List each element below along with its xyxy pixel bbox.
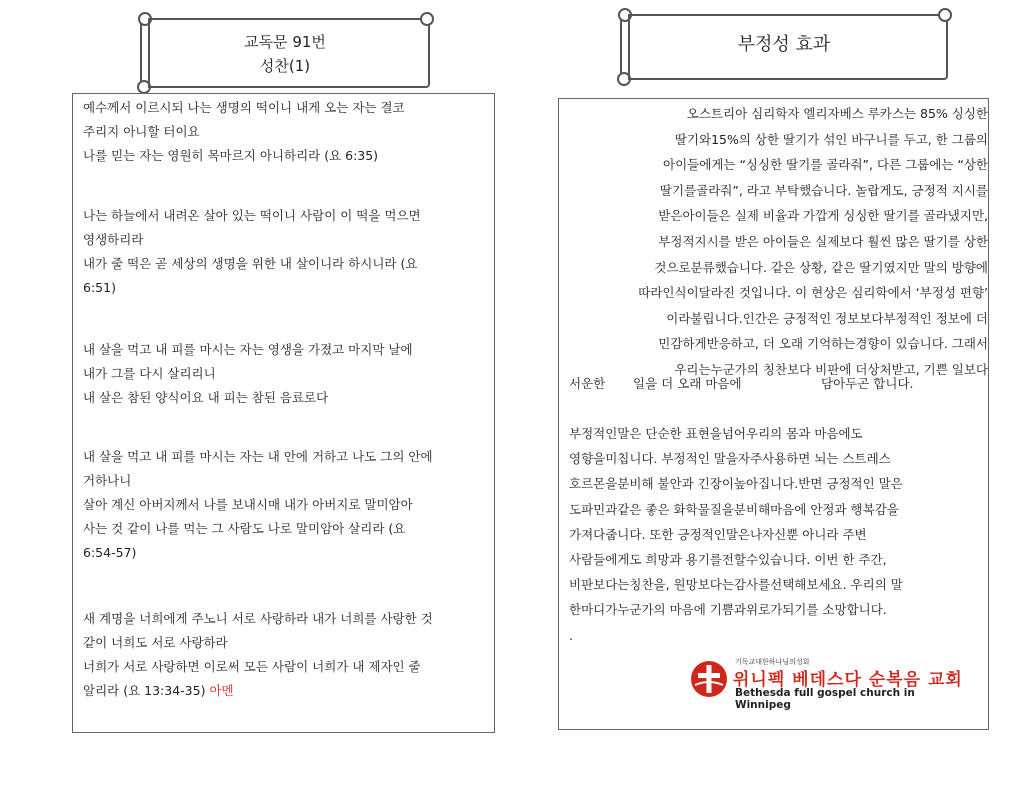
article-panel — [558, 98, 989, 730]
article-line: 가져다줍니다. 또한 긍정적인말은나자신뿐 아니라 주변 — [569, 526, 867, 542]
article-line: 아이들에게는 “싱싱한 딸기를 골라줘”, 다른 그룹에는 “상한 — [663, 157, 988, 173]
verse-text: 알리라 (요 13:34-35) — [83, 683, 206, 698]
article-paragraph-1 — [638, 101, 988, 383]
verse-line: 나를 믿는 자는 영원히 목마르지 아니하리라 (요 6:35) — [83, 148, 379, 163]
article-line: 부정적인말은 단순한 표현을넘어우리의 몸과 마음에도 — [569, 426, 863, 441]
article-line: 영향을미칩니다. 부정적인 말을자주사용하면 뇌는 스트레스 — [569, 451, 891, 467]
article-line: 우리는누군가의 칭찬보다 비판에 더상처받고, 기쁜 일보다 — [674, 361, 988, 377]
article-title: 부정성 효과 — [737, 34, 831, 55]
church-logo — [689, 657, 969, 711]
verse-line: 새 계명을 너희에게 주노니 서로 사랑하라 내가 너희를 사랑한 것 — [83, 611, 433, 626]
article-line: 서운한 일을 더 오래 마음에 담아두곤 합니다. — [569, 376, 914, 391]
reading-number: 교독문 91번 — [244, 33, 326, 51]
right-title-banner — [620, 14, 948, 80]
verse-line: 같이 너희도 서로 사랑하라 — [83, 635, 228, 650]
article-line: 호르몬을분비해 불안과 긴장이높아집니다.반면 긍정적인 말은 — [569, 476, 903, 492]
verse-line: 너희가 서로 사랑하면 이로써 모든 사람이 너희가 내 제자인 줄 — [83, 659, 421, 674]
article-line: 따라인식이달라진 것입니다. 이 현상은 심리학에서 ‘부정성 편향’ — [638, 285, 988, 301]
verse-line: 사는 것 같이 나를 먹는 그 사람도 나로 말미암아 살리라 (요 — [83, 521, 406, 536]
verse-line: 내 살을 먹고 내 피를 마시는 자는 영생을 가졌고 마지막 날에 — [83, 342, 413, 357]
verse-line: 내가 줄 떡은 곧 세상의 생명을 위한 내 살이니라 하시니라 (요 — [83, 256, 418, 271]
article-line: 것으로분류했습니다. 같은 상황, 같은 딸기였지만 말의 방향에 — [654, 259, 988, 275]
amen-text: 아멘 — [209, 683, 234, 698]
scroll-curl — [938, 8, 952, 22]
verse-line: 6:54-57) — [83, 545, 137, 560]
article-line: 이라불립니다.인간은 긍정적인 정보보다부정적인 정보에 더 — [666, 310, 988, 326]
scroll-roll — [148, 18, 150, 88]
verse-line: 내 살을 먹고 내 피를 마시는 자는 내 안에 거하고 나도 그의 안에 — [83, 449, 433, 464]
article-line: 딸기를골라줘”, 라고 부탁했습니다. 놀랍게도, 긍정적 지시를 — [659, 182, 988, 198]
verse-line: 6:51) — [83, 280, 116, 295]
left-title-banner — [140, 18, 430, 88]
verse-group — [83, 445, 483, 565]
verse-group — [83, 96, 483, 168]
article-paragraph-2 — [569, 421, 903, 648]
verse-line: 살아 계신 아버지께서 나를 보내시매 내가 아버지로 말미암아 — [83, 497, 413, 512]
verse-line: 나는 하늘에서 내려온 살아 있는 떡이니 사람이 이 떡을 먹으면 — [83, 208, 421, 223]
scroll-curl — [420, 12, 434, 26]
reading-panel — [72, 93, 495, 733]
verse-group — [83, 607, 483, 703]
verse-group — [83, 204, 483, 300]
verse-line: 영생하리라 — [83, 232, 144, 247]
article-line: 한마디가누군가의 마음에 기쁨과위로가되기를 소망합니다. — [569, 602, 887, 618]
article-line: 딸기와15%의 상한 딸기가 섞인 바구니를 두고, 한 그룹의 — [674, 131, 988, 147]
article-line: 받은아이들은 실제 비율과 가깝게 싱싱한 딸기를 골라냈지만, — [658, 208, 988, 224]
article-line: 민감하게반응하고, 더 오래 기억하는경향이 있습니다. 그래서 — [658, 336, 988, 352]
article-line: 도파민과같은 좋은 화학물질을분비해마음에 안정과 행복감을 — [569, 501, 899, 517]
verse-line: 내 살은 참된 양식이요 내 피는 참된 음료로다 — [83, 390, 329, 405]
verse-line — [83, 679, 483, 703]
article-line: 오스트리아 심리학자 엘리자베스 루카스는 85% 싱싱한 — [686, 106, 988, 121]
reading-title: 성찬(1) — [259, 57, 311, 75]
article-line: 비판보다는칭찬을, 원망보다는감사를선택해보세요. 우리의 말 — [569, 577, 903, 593]
article-line: . — [569, 627, 573, 643]
article-line: 부정적지시를 받은 아이들은 실제보다 훨씬 많은 딸기를 상한 — [658, 233, 988, 249]
article-line: 사람들에게도 희망과 용기를전할수있습니다. 이번 한 주간, — [569, 552, 887, 568]
verse-line: 주리지 아니할 터이요 — [83, 124, 200, 139]
scroll-roll — [628, 14, 630, 80]
verse-group — [83, 338, 483, 410]
verse-line: 예수께서 이르시되 나는 생명의 떡이니 내게 오는 자는 결코 — [83, 100, 405, 115]
verse-line: 내가 그를 다시 살리리니 — [83, 366, 216, 381]
church-name-korean: 위니펙 베데스다 순복음 교회 — [733, 670, 963, 690]
church-name-english: Bethesda full gospel church in Winnipeg — [735, 687, 915, 711]
verse-line: 거하나니 — [83, 473, 132, 488]
denomination-text: 기독교대한하나님의성회 — [735, 658, 810, 666]
church-emblem-icon — [689, 659, 729, 699]
